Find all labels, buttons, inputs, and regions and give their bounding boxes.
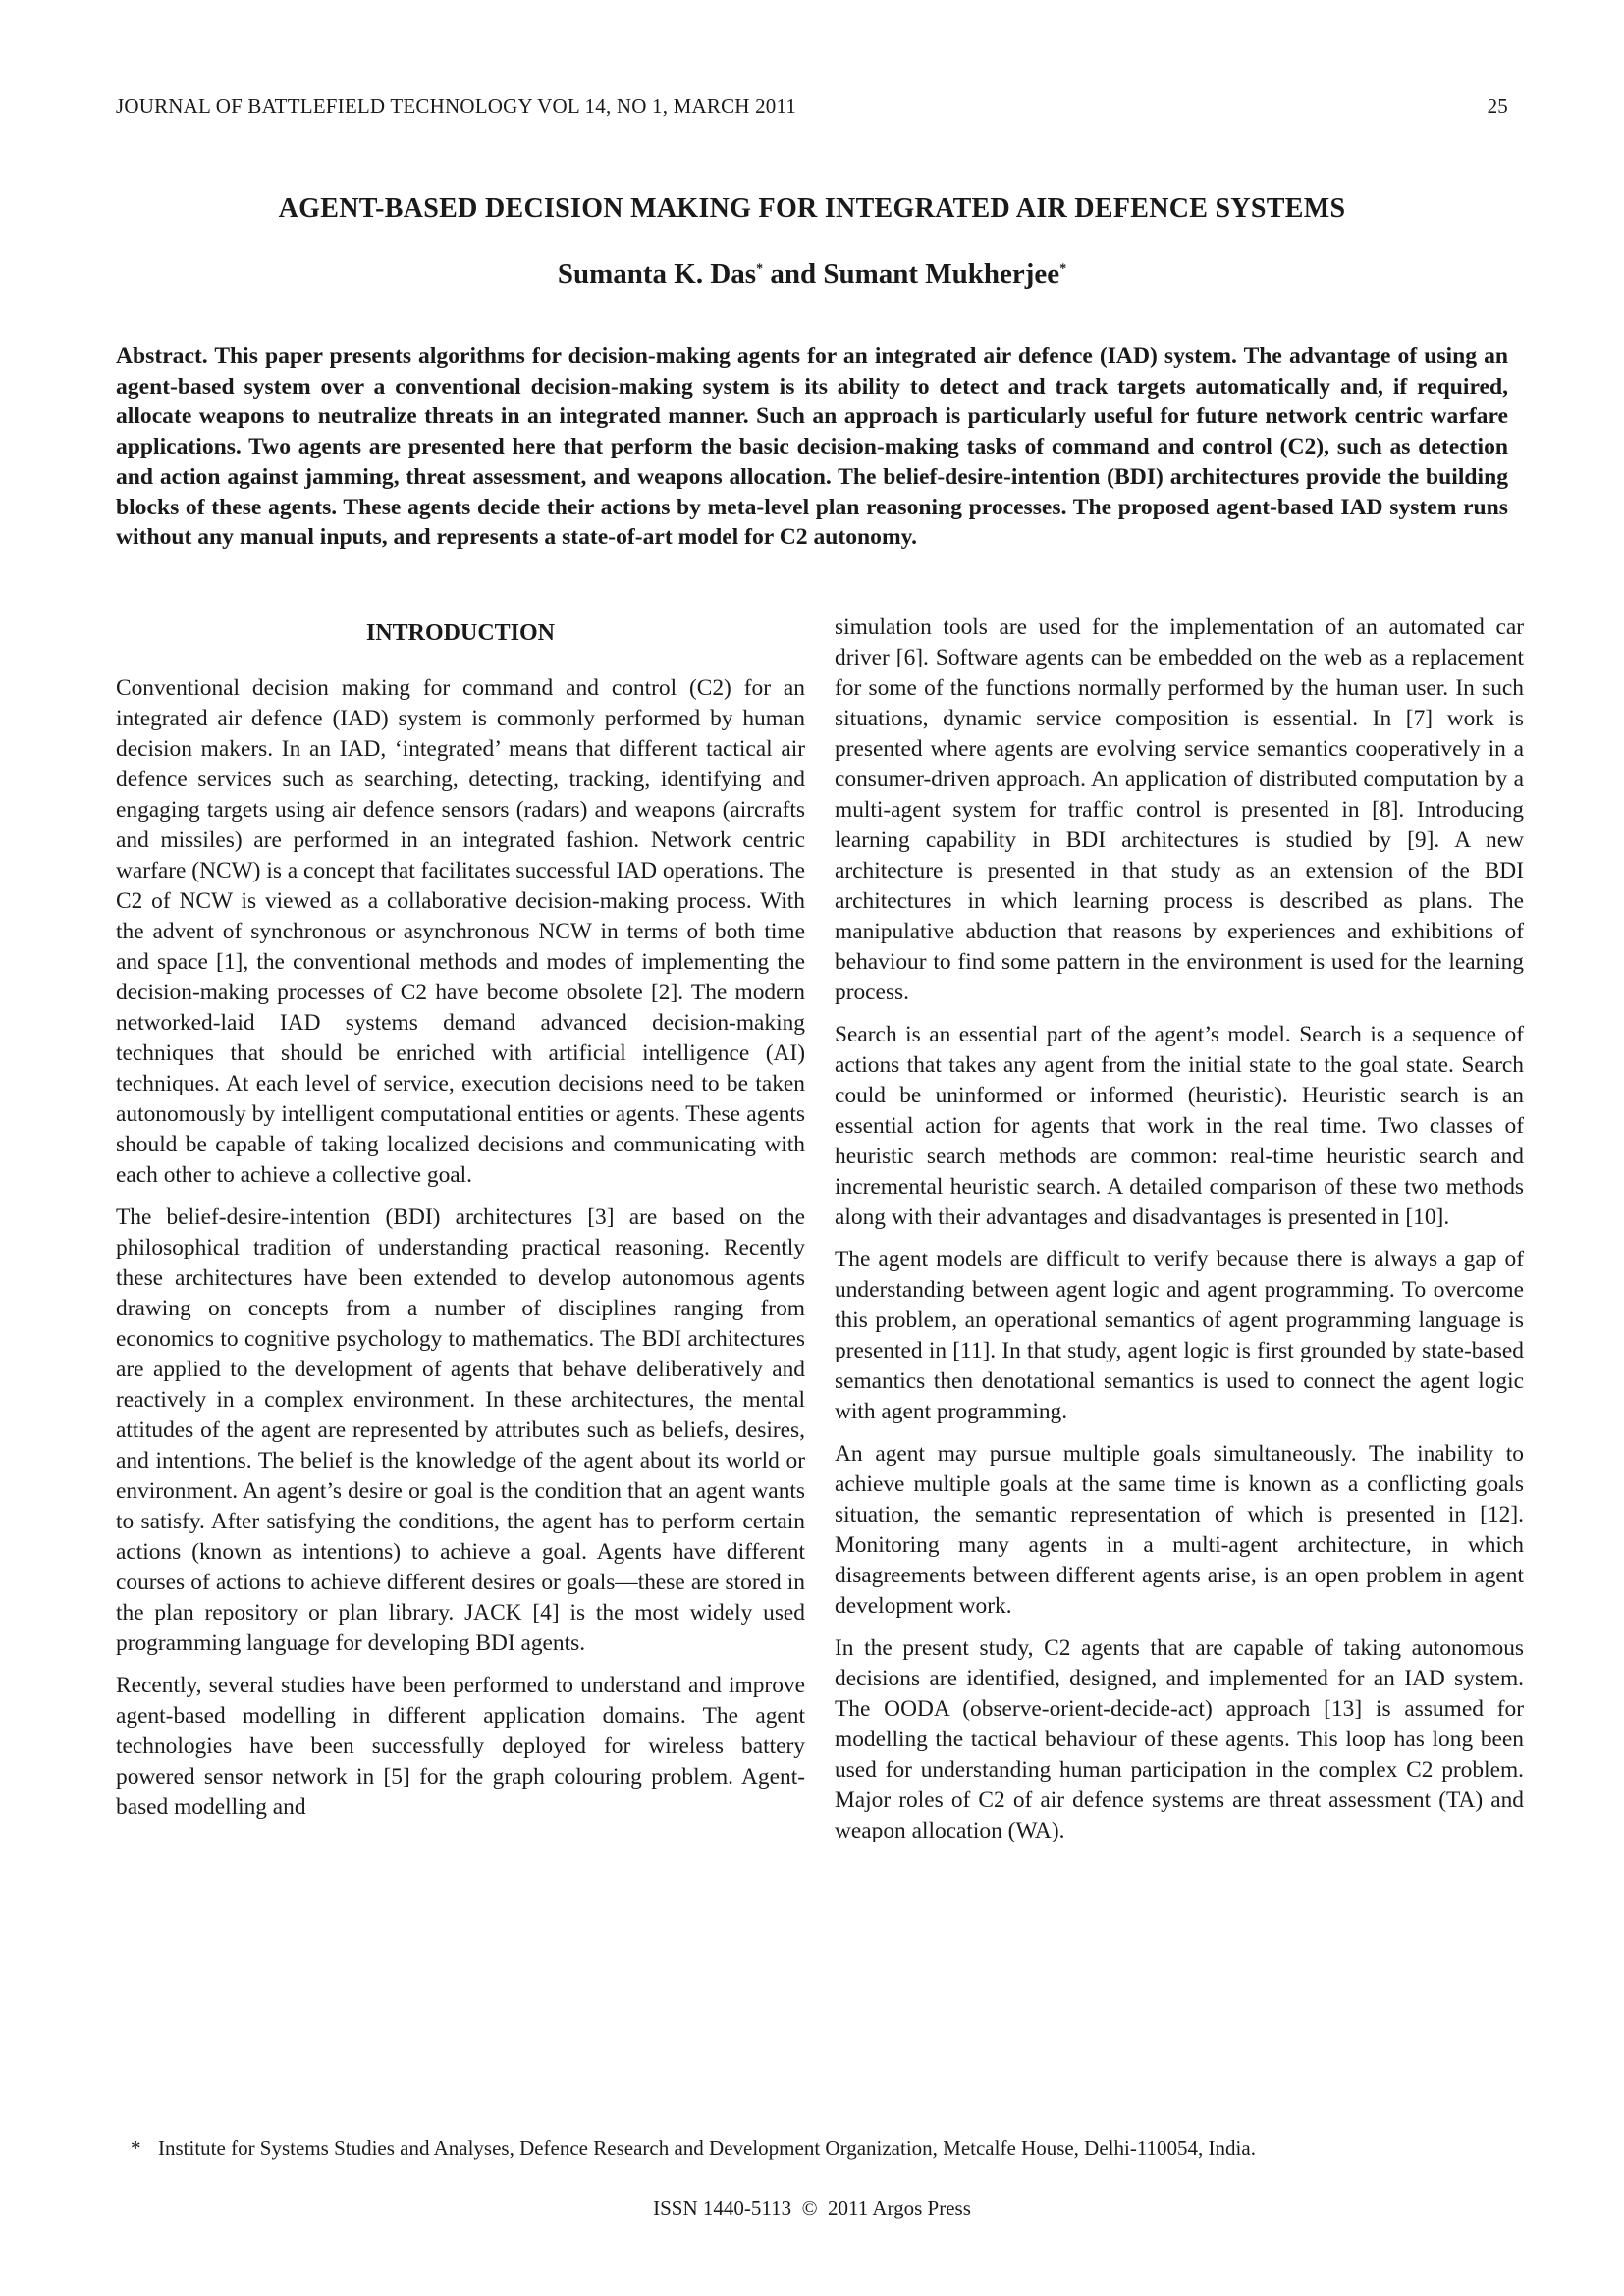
- paragraph: Recently, several studies have been performed to understand and improve agent-based modelling in different application domains. The agent technologies have been successfully deployed for wireless battery powered sensor network in [5] for the graph colouring problem. Agent-based modelling and: [116, 1673, 805, 1820]
- paragraph: simulation tools are used for the implementation of an automated car driver [6]. Software agents can be embedded on the web as a replacement for some of the functions normally performed by the human user. In such situations, dynamic service composition is essential. In [7] work is presented where agents are evolving service semantics cooperatively in a consumer-driven approach. An application of distributed computation by a multi-agent system for traffic control is presented in [8]. Introducing learning capability in BDI architectures is studied by [9]. A new architecture is presented in that study as an extension of the BDI architectures in which learning process is described as plans. The manipulative abduction that reasons by experiences and exhibitions of behaviour to find some pattern in the environment is used for the learning process.: [835, 614, 1524, 1005]
- page-footer: ISSN 1440-5113 © 2011 Argos Press: [653, 2196, 971, 2219]
- abstract: Abstract. This paper presents algorithms for decision-making agents for an integrated air defence (IAD) system. The advantage of using an agent-based system over a conventional decision-making system is its ability to detect and track targets automatically and, if required, allocate weapons to neutralize threats in an integrated manner. Such an approach is particularly useful for future network centric warfare applications. Two agents are presented here that perform the basic decision-making tasks of command and control (C2), such as detection and action against jamming, threat assessment, and weapons allocation. The belief-desire-intention (BDI) architectures provide the building blocks of these agents. These agents decide their actions by meta-level plan reasoning processes. The proposed agent-based IAD system runs without any manual inputs, and represents a state-of-art model for C2 autonomy.: [116, 344, 1508, 551]
- paragraph: The agent models are difficult to verify because there is always a gap of understanding between agent logic and agent programming. To overcome this problem, an operational semantics of agent programming language is presented in [11]. In that study, agent logic is first grounded by state-based semantics then denotational semantics is used to connect the agent logic with agent programming.: [835, 1247, 1524, 1424]
- section-heading-introduction: INTRODUCTION: [365, 620, 556, 646]
- paragraph: Search is an essential part of the agent’s model. Search is a sequence of actions that takes any agent from the initial state to the goal state. Search could be uninformed or informed (heuristic). Heuristic search is an essential action for agents that work in the real time. Two classes of heuristic search methods are common: real-time heuristic search and incremental heuristic search. A detailed comparison of these two methods along with their advantages and disadvantages is presented in [10].: [835, 1022, 1524, 1230]
- right-column: [835, 613, 1524, 1858]
- author-conjunction: and: [763, 258, 824, 290]
- paragraph: Conventional decision making for command and control (C2) for an integrated air defence (IAD) system is commonly performed by human decision makers. In an IAD, ‘integrated’ means that different tactical air defence services such as searching, detecting, tracking, identifying and engaging targets using air defence sensors (radars) and weapons (aircrafts and missiles) are performed in an integrated fashion. Network centric warfare (NCW) is a concept that facilitates successful IAD operations. The C2 of NCW is viewed as a collaborative decision-making process. With the advent of synchronous or asynchronous NCW in terms of both time and space [1], the conventional methods and modes of implementing the decision-making processes of C2 have become obsolete [2]. The modern networked-laid IAD systems demand advanced decision-making techniques that should be enriched with artificial intelligence (AI) techniques. At each level of service, execution decisions need to be taken autonomously by intelligent computational entities or agents. These agents should be capable of taking localized decisions and communicating with each other to achieve a collective goal.: [116, 675, 805, 1188]
- author-2-mark: *: [1059, 261, 1067, 277]
- page-number: 25: [1487, 94, 1508, 118]
- left-column: [116, 613, 805, 1835]
- footnote-text: Institute for Systems Studies and Analyses, Defence Research and Development Organization, Metcalfe House, Delhi-110054, India.: [158, 2136, 1256, 2160]
- paragraph: The belief-desire-intention (BDI) architectures [3] are based on the philosophical tradition of understanding practical reasoning. Recently these architectures have been extended to develop autonomous agents drawing on concepts from a number of disciplines ranging from economics to cognitive psychology to mathematics. The BDI architectures are applied to the development of agents that behave deliberatively and reactively in a complex environment. In these architectures, the mental attitudes of the agent are represented by attributes such as beliefs, desires, and intentions. The belief is the knowledge of the agent about its world or environment. An agent’s desire or goal is the condition that an agent wants to satisfy. After satisfying the conditions, the agent has to perform certain actions (known as intentions) to achieve a goal. Agents have different courses of actions to achieve different desires or goals—these are stored in the plan repository or plan library. JACK [4] is the most widely used programming language for developing BDI agents.: [116, 1204, 805, 1656]
- article-title: AGENT-BASED DECISION MAKING FOR INTEGRATED AIR DEFENCE SYSTEMS: [278, 193, 1346, 224]
- author-line: [0, 258, 1624, 291]
- journal-name: JOURNAL OF BATTLEFIELD TECHNOLOGY VOL 14, NO 1, MARCH 2011: [116, 94, 797, 118]
- footnote: [131, 2135, 1525, 2161]
- footnote-mark: *: [131, 2136, 141, 2160]
- author-2: Sumant Mukherjee: [823, 258, 1060, 290]
- author-1-mark: *: [756, 261, 764, 277]
- paragraph: An agent may pursue multiple goals simultaneously. The inability to achieve multiple goals at the same time is known as a conflicting goals situation, the semantic representation of which is presented in [12]. Monitoring many agents in a multi-agent architecture, in which disagreements between different agents arise, is an open problem in agent development work.: [835, 1441, 1524, 1619]
- author-1: Sumanta K. Das: [557, 258, 757, 290]
- paragraph: In the present study, C2 agents that are capable of taking autonomous decisions are identified, designed, and implemented for an IAD system. The OODA (observe-orient-decide-act) approach [13] is assumed for modelling the tactical behaviour of these agents. This loop has long been used for understanding human participation in the complex C2 problem. Major roles of C2 of air defence systems are threat assessment (TA) and weapon allocation (WA).: [835, 1635, 1524, 1843]
